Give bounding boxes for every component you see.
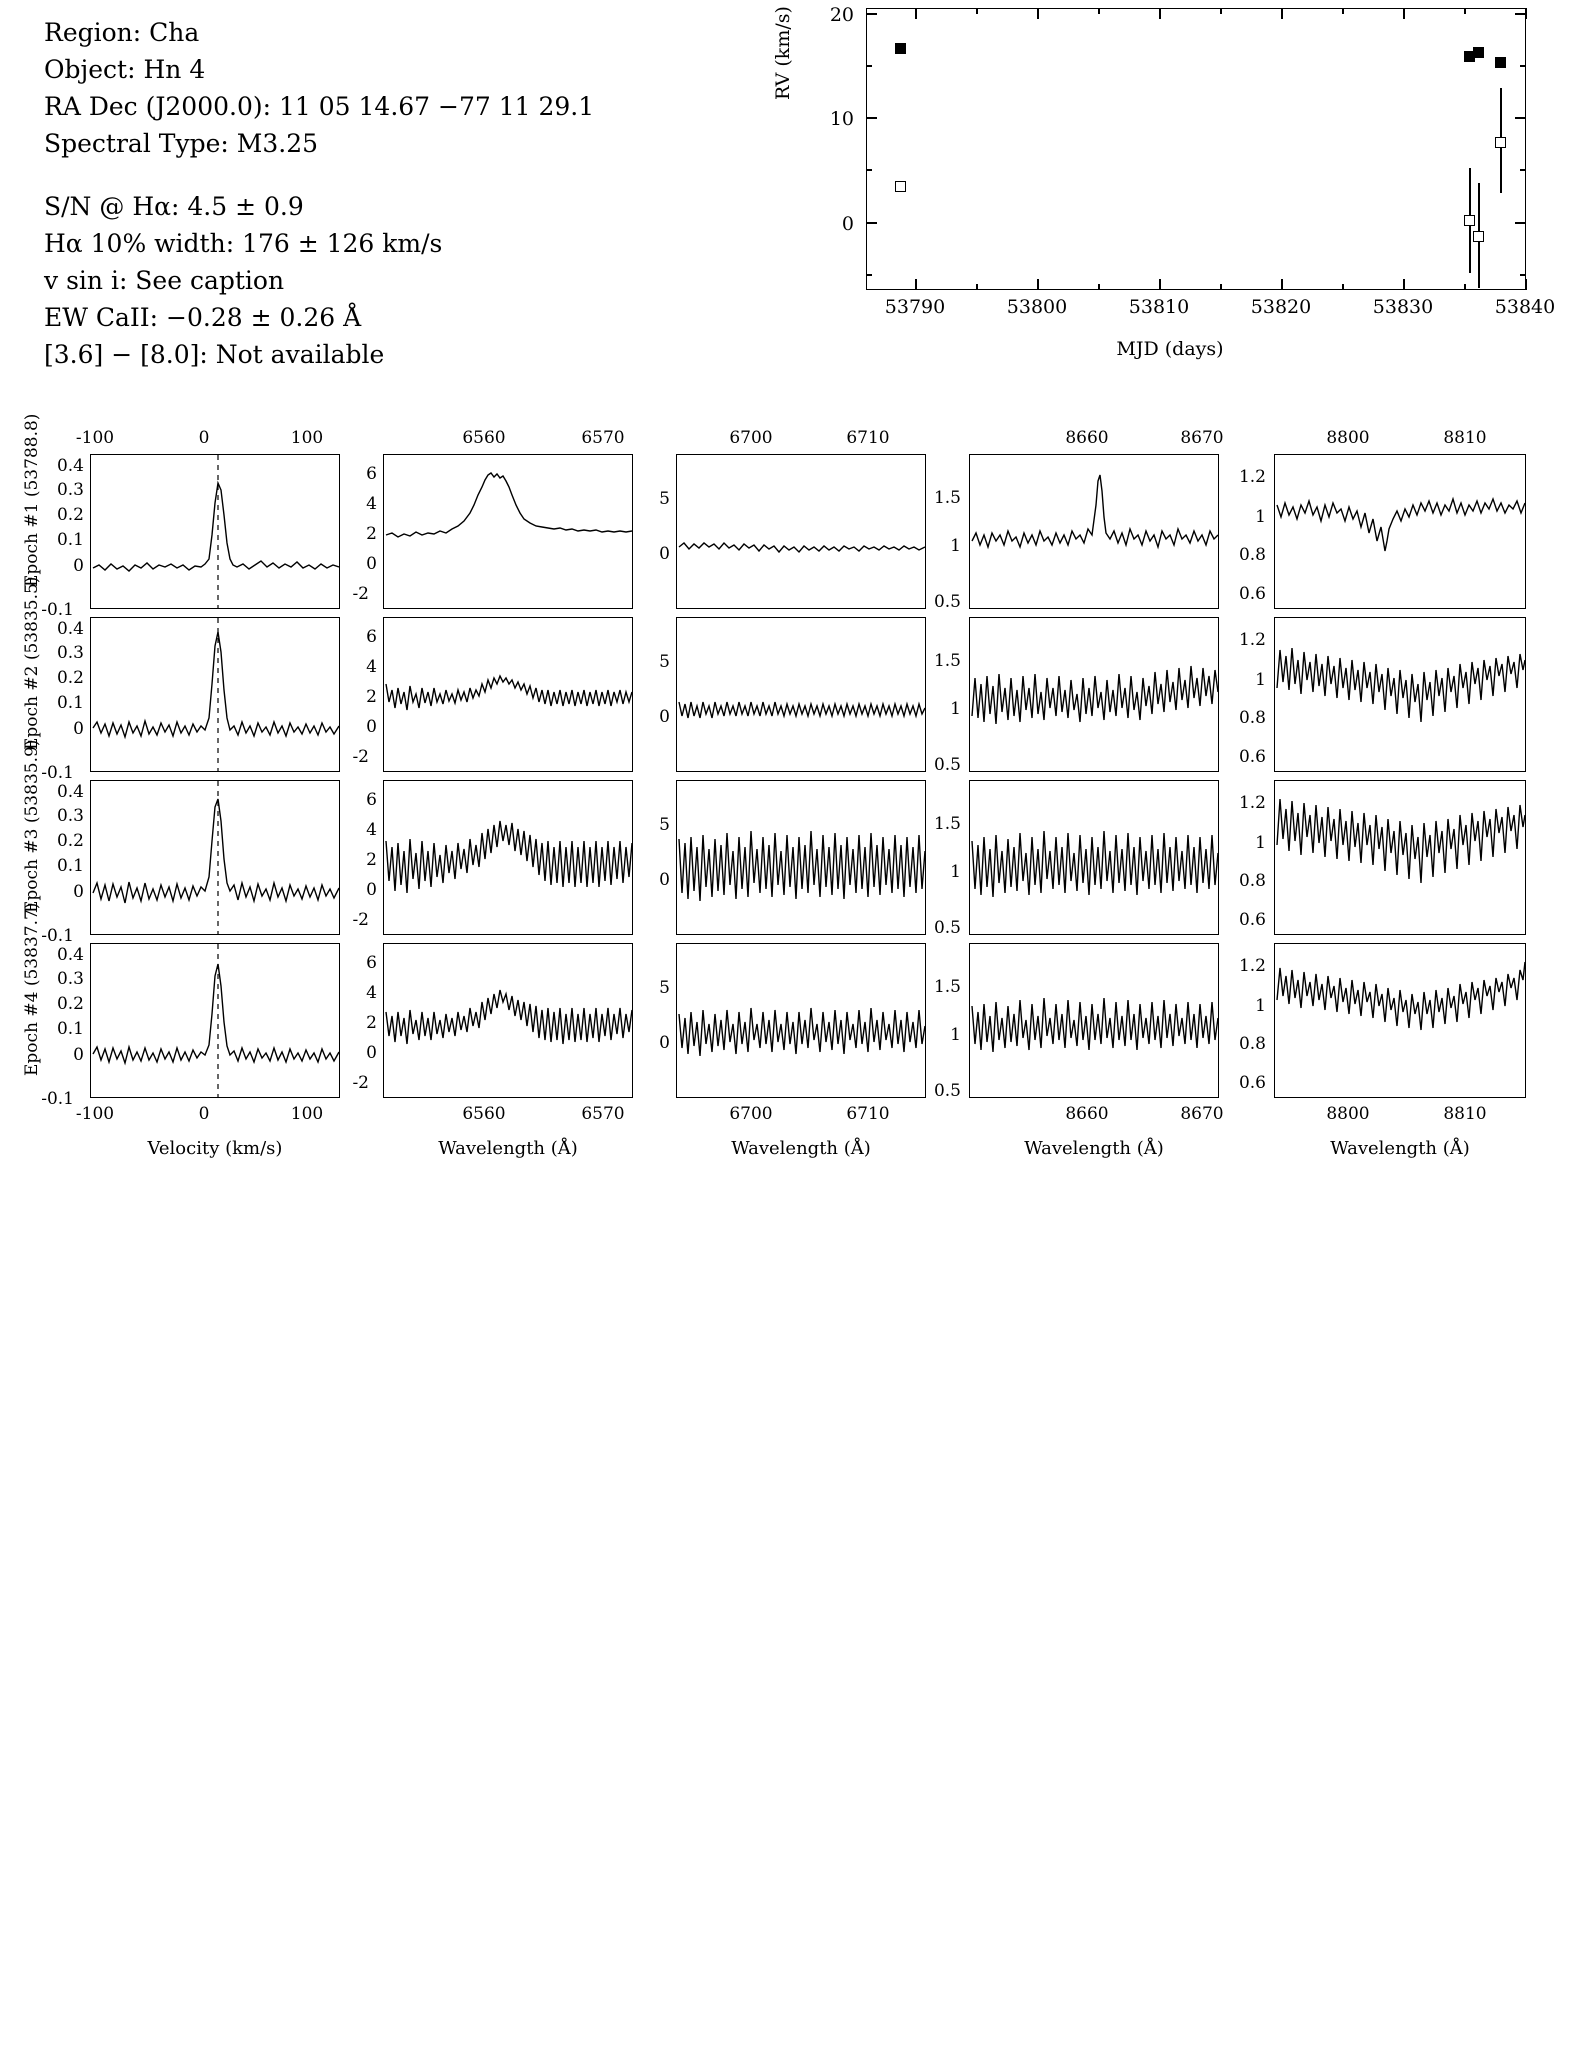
c2-r1-ytick-neg2: -2 xyxy=(352,584,369,604)
rv-point-open xyxy=(895,181,906,192)
info-spacer xyxy=(44,162,724,188)
c1-xtick-0: 0 xyxy=(198,1104,210,1124)
c1-r2-ytick-0.1: 0.1 xyxy=(56,693,84,713)
c4-xtick-top-8660: 8660 xyxy=(1065,428,1109,448)
spectrum-cell-c3-r4 xyxy=(676,943,926,1098)
c5-r4-ytick-1: 1 xyxy=(1255,996,1266,1016)
c4-r4-ytick-1: 1 xyxy=(950,1025,961,1045)
c1-r4-ytick-0.3: 0.3 xyxy=(56,969,84,989)
c1-r3-ytick-0: 0 xyxy=(73,882,84,902)
rv-point-filled xyxy=(1473,47,1484,58)
rv-point-open xyxy=(1495,137,1506,148)
rv-xtick-53830: 53830 xyxy=(1372,296,1434,318)
spectrum-cell-c1-r4 xyxy=(90,943,340,1098)
c1-r1-ytick-0.4: 0.4 xyxy=(56,456,84,476)
c4-r2-ytick-0.5: 0.5 xyxy=(933,755,961,775)
c1-r3-ytick-neg0.1: -0.1 xyxy=(41,926,74,946)
c1-r1-ytick-0.2: 0.2 xyxy=(56,505,84,525)
row-label-epoch-3: Epoch #3 (53835.9) xyxy=(22,739,42,913)
c5-r1-ytick-1.2: 1.2 xyxy=(1238,467,1266,487)
rv-xtick-53810: 53810 xyxy=(1128,296,1190,318)
c2-xtick-6570: 6570 xyxy=(581,1104,625,1124)
c4-xtick-8660: 8660 xyxy=(1065,1104,1109,1124)
c1-xtick-neg100: -100 xyxy=(75,1104,115,1124)
c1-r1-ytick-0: 0 xyxy=(73,556,84,576)
c3-xtick-top-6700: 6700 xyxy=(729,428,773,448)
spectra-grid xyxy=(0,413,1572,1159)
c5-r1-ytick-1: 1 xyxy=(1255,507,1266,527)
c3-r3-ytick-5: 5 xyxy=(659,815,670,835)
c5-r4-ytick-1.2: 1.2 xyxy=(1238,956,1266,976)
c2-r2-ytick-0: 0 xyxy=(366,717,377,737)
rv-xtick-53840: 53840 xyxy=(1494,296,1556,318)
c2-r2-ytick-neg2: -2 xyxy=(352,747,369,767)
c2-r3-ytick-2: 2 xyxy=(366,850,377,870)
spectrum-cell-c2-r1 xyxy=(383,454,633,609)
c2-r4-ytick-0: 0 xyxy=(366,1043,377,1063)
c2-x-axis-label: Wavelength (Å) xyxy=(438,1138,578,1159)
c1-r1-ytick-0.1: 0.1 xyxy=(56,530,84,550)
c3-r4-ytick-5: 5 xyxy=(659,978,670,998)
rv-ytick-20: 20 xyxy=(829,4,854,26)
c5-xtick-8810: 8810 xyxy=(1443,1104,1487,1124)
c2-r4-ytick-6: 6 xyxy=(366,953,377,973)
c5-r2-ytick-0.8: 0.8 xyxy=(1238,708,1266,728)
spectrum-cell-c2-r2 xyxy=(383,617,633,772)
c1-xtick-top-0: 0 xyxy=(198,428,210,448)
c5-xtick-top-8800: 8800 xyxy=(1326,428,1370,448)
rv-point-open xyxy=(1473,231,1484,242)
c3-r1-ytick-5: 5 xyxy=(659,489,670,509)
c5-xtick-top-8810: 8810 xyxy=(1443,428,1487,448)
spectrum-cell-c5-r1 xyxy=(1274,454,1526,609)
rv-x-axis-label: MJD (days) xyxy=(1116,338,1224,360)
info-ew-caii: EW CaII: −0.28 ± 0.26 Å xyxy=(44,303,362,332)
c4-r3-ytick-1.5: 1.5 xyxy=(933,814,961,834)
info-vsini: v sin i: See caption xyxy=(44,266,285,295)
spectrum-cell-c3-r3 xyxy=(676,780,926,935)
spectrum-cell-c3-r1 xyxy=(676,454,926,609)
c1-xtick-top-neg100: -100 xyxy=(75,428,115,448)
c3-r1-ytick-0: 0 xyxy=(659,544,670,564)
c2-r3-ytick-0: 0 xyxy=(366,880,377,900)
spectrum-cell-c5-r3 xyxy=(1274,780,1526,935)
info-object: Object: Hn 4 xyxy=(44,55,206,84)
spectrum-cell-c4-r3 xyxy=(969,780,1219,935)
c5-r3-ytick-0.8: 0.8 xyxy=(1238,871,1266,891)
c1-r4-ytick-0.4: 0.4 xyxy=(56,945,84,965)
rv-xtick-53790: 53790 xyxy=(884,296,946,318)
row-label-epoch-2: Epoch #2 (53835.5) xyxy=(22,576,42,750)
c2-r4-ytick-2: 2 xyxy=(366,1013,377,1033)
c5-r3-ytick-0.6: 0.6 xyxy=(1238,910,1266,930)
c5-r2-ytick-1: 1 xyxy=(1255,670,1266,690)
spectrum-cell-c5-r2 xyxy=(1274,617,1526,772)
info-spectral-type: Spectral Type: M3.25 xyxy=(44,129,318,158)
info-irac-color: [3.6] − [8.0]: Not available xyxy=(44,340,385,369)
c1-r3-ytick-0.4: 0.4 xyxy=(56,782,84,802)
c1-r4-ytick-neg0.1: -0.1 xyxy=(41,1089,74,1109)
c1-r2-ytick-0: 0 xyxy=(73,719,84,739)
c5-r3-ytick-1: 1 xyxy=(1255,833,1266,853)
c1-r4-ytick-0.1: 0.1 xyxy=(56,1019,84,1039)
spectrum-cell-c4-r1 xyxy=(969,454,1219,609)
c5-r2-ytick-0.6: 0.6 xyxy=(1238,747,1266,767)
c2-xtick-top-6560: 6560 xyxy=(462,428,506,448)
c2-xtick-6560: 6560 xyxy=(462,1104,506,1124)
c2-r2-ytick-6: 6 xyxy=(366,627,377,647)
rv-xtick-53800: 53800 xyxy=(1006,296,1068,318)
c1-r3-ytick-0.3: 0.3 xyxy=(56,806,84,826)
c5-x-axis-label: Wavelength (Å) xyxy=(1330,1138,1470,1159)
c4-r4-ytick-1.5: 1.5 xyxy=(933,977,961,997)
c1-xtick-top-100: 100 xyxy=(290,428,324,448)
spectrum-cell-c4-r4 xyxy=(969,943,1219,1098)
c4-r1-ytick-1: 1 xyxy=(950,536,961,556)
rv-xtick-53820: 53820 xyxy=(1250,296,1312,318)
info-radec: RA Dec (J2000.0): 11 05 14.67 −77 11 29.1 xyxy=(44,92,595,121)
c5-xtick-8800: 8800 xyxy=(1326,1104,1370,1124)
rv-y-axis-label: RV (km/s) xyxy=(772,6,794,100)
c1-r2-ytick-0.4: 0.4 xyxy=(56,619,84,639)
spectrum-cell-c1-r2 xyxy=(90,617,340,772)
c4-r2-ytick-1: 1 xyxy=(950,699,961,719)
c4-r1-ytick-0.5: 0.5 xyxy=(933,592,961,612)
c1-r3-ytick-0.1: 0.1 xyxy=(56,856,84,876)
c5-r4-ytick-0.6: 0.6 xyxy=(1238,1073,1266,1093)
c5-r3-ytick-1.2: 1.2 xyxy=(1238,793,1266,813)
c2-r1-ytick-4: 4 xyxy=(366,494,377,514)
c2-r2-ytick-2: 2 xyxy=(366,687,377,707)
c4-r1-ytick-1.5: 1.5 xyxy=(933,488,961,508)
c1-r2-ytick-neg0.1: -0.1 xyxy=(41,763,74,783)
rv-point-filled xyxy=(1495,57,1506,68)
c5-r2-ytick-1.2: 1.2 xyxy=(1238,630,1266,650)
c1-r2-ytick-0.2: 0.2 xyxy=(56,668,84,688)
c1-r2-ytick-0.3: 0.3 xyxy=(56,643,84,663)
c3-xtick-top-6710: 6710 xyxy=(846,428,890,448)
rv-point-open xyxy=(1464,215,1475,226)
c2-r2-ytick-4: 4 xyxy=(366,657,377,677)
c4-r2-ytick-1.5: 1.5 xyxy=(933,651,961,671)
object-info-block xyxy=(44,14,724,373)
spectrum-cell-c1-r1 xyxy=(90,454,340,609)
c5-r4-ytick-0.8: 0.8 xyxy=(1238,1034,1266,1054)
info-snr: S/N @ Hα: 4.5 ± 0.9 xyxy=(44,192,304,221)
c4-xtick-top-8670: 8670 xyxy=(1180,428,1224,448)
row-label-epoch-4: Epoch #4 (53837.7) xyxy=(22,902,42,1076)
c5-r1-ytick-0.8: 0.8 xyxy=(1238,545,1266,565)
c4-r3-ytick-0.5: 0.5 xyxy=(933,918,961,938)
c4-r3-ytick-1: 1 xyxy=(950,862,961,882)
c3-xtick-6700: 6700 xyxy=(729,1104,773,1124)
c3-r4-ytick-0: 0 xyxy=(659,1033,670,1053)
spectrum-cell-c4-r2 xyxy=(969,617,1219,772)
c3-r2-ytick-0: 0 xyxy=(659,707,670,727)
rv-point-filled xyxy=(895,43,906,54)
spectrum-cell-c1-r3 xyxy=(90,780,340,935)
row-label-epoch-1: Epoch #1 (53788.8) xyxy=(22,413,42,587)
c1-r1-ytick-neg0.1: -0.1 xyxy=(41,600,74,620)
c2-r3-ytick-4: 4 xyxy=(366,820,377,840)
c3-r3-ytick-0: 0 xyxy=(659,870,670,890)
spectrum-cell-c5-r4 xyxy=(1274,943,1526,1098)
spectrum-cell-c2-r4 xyxy=(383,943,633,1098)
c1-xtick-100: 100 xyxy=(290,1104,324,1124)
c2-r1-ytick-0: 0 xyxy=(366,554,377,574)
c4-r4-ytick-0.5: 0.5 xyxy=(933,1081,961,1101)
c2-r4-ytick-neg2: -2 xyxy=(352,1073,369,1093)
info-halpha-width: Hα 10% width: 176 ± 126 km/s xyxy=(44,229,443,258)
c3-x-axis-label: Wavelength (Å) xyxy=(731,1138,871,1159)
c2-r3-ytick-6: 6 xyxy=(366,790,377,810)
c2-r3-ytick-neg2: -2 xyxy=(352,910,369,930)
c5-r1-ytick-0.6: 0.6 xyxy=(1238,584,1266,604)
c1-x-axis-label: Velocity (km/s) xyxy=(147,1138,283,1159)
c2-r1-ytick-6: 6 xyxy=(366,464,377,484)
rv-plot-frame xyxy=(866,8,1526,290)
c1-r3-ytick-0.2: 0.2 xyxy=(56,831,84,851)
rv-ytick-0: 0 xyxy=(841,213,854,235)
c2-r4-ytick-4: 4 xyxy=(366,983,377,1003)
rv-ytick-10: 10 xyxy=(829,108,854,130)
c2-r1-ytick-2: 2 xyxy=(366,524,377,544)
spectrum-cell-c2-r3 xyxy=(383,780,633,935)
c4-xtick-8670: 8670 xyxy=(1180,1104,1224,1124)
c2-xtick-top-6570: 6570 xyxy=(581,428,625,448)
c1-r1-ytick-0.3: 0.3 xyxy=(56,480,84,500)
c4-x-axis-label: Wavelength (Å) xyxy=(1024,1138,1164,1159)
c3-r2-ytick-5: 5 xyxy=(659,652,670,672)
c3-xtick-6710: 6710 xyxy=(846,1104,890,1124)
info-region: Region: Cha xyxy=(44,18,200,47)
rv-panel xyxy=(772,4,1556,378)
spectrum-cell-c3-r2 xyxy=(676,617,926,772)
c1-r4-ytick-0.2: 0.2 xyxy=(56,994,84,1014)
c1-r4-ytick-0: 0 xyxy=(73,1045,84,1065)
